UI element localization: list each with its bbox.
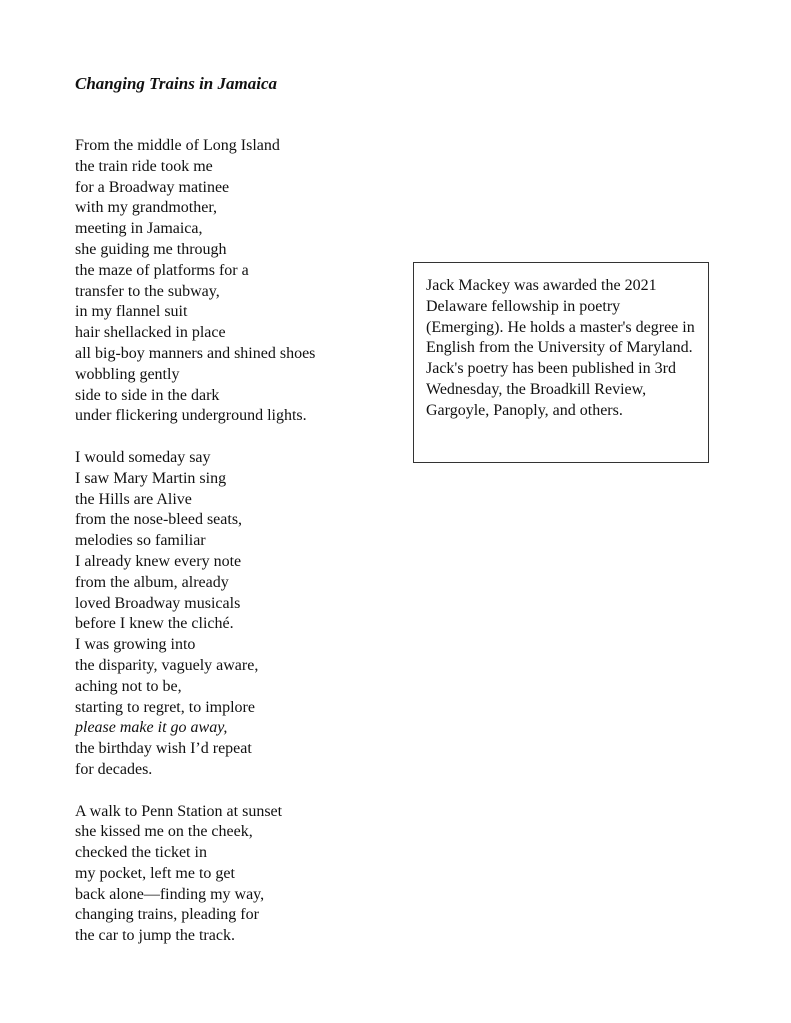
poem-line: I already knew every note <box>75 552 242 570</box>
poem-line: changing trains, pleading for <box>75 906 259 924</box>
poem-line: I was growing into <box>75 636 196 654</box>
poem-line: meeting in Jamaica, <box>75 220 203 238</box>
poem-line: from the album, already <box>75 573 229 591</box>
poem-line: hair shellacked in place <box>75 324 226 342</box>
poem-line: she guiding me through <box>75 240 227 258</box>
poem-line: please make it go away, <box>75 719 228 737</box>
poem-line: the birthday wish I’d repeat <box>75 740 252 758</box>
poem-line: she kissed me on the cheek, <box>75 823 253 841</box>
poem-line: from the nose-bleed seats, <box>75 511 243 529</box>
stanza <box>75 448 395 781</box>
poem-line: for a Broadway matinee <box>75 178 230 196</box>
poem-line: the maze of platforms for a <box>75 261 249 279</box>
poem-line: side to side in the dark <box>75 386 220 404</box>
poem-line: with my grandmother, <box>75 199 217 217</box>
poem-line: wobbling gently <box>75 365 180 383</box>
stanza <box>75 136 395 427</box>
poem-line: melodies so familiar <box>75 532 206 550</box>
poem-line: I saw Mary Martin sing <box>75 469 227 487</box>
author-bio-box <box>413 262 709 463</box>
poem-line: transfer to the subway, <box>75 282 220 300</box>
poem-line: aching not to be, <box>75 677 182 695</box>
poem-line: I would someday say <box>75 448 211 466</box>
poem-line: the train ride took me <box>75 157 213 175</box>
poem-line: starting to regret, to implore <box>75 698 255 716</box>
poem-line: A walk to Penn Station at sunset <box>75 802 283 820</box>
poem-line: the car to jump the track. <box>75 927 235 945</box>
poem-line: before I knew the cliché. <box>75 615 234 633</box>
poem-line: the Hills are Alive <box>75 490 192 508</box>
poem-body <box>75 136 395 968</box>
poem-line: under flickering underground lights. <box>75 407 307 425</box>
poem-line: for decades. <box>75 760 153 778</box>
poem-line: in my flannel suit <box>75 303 188 321</box>
poem-line: back alone—finding my way, <box>75 885 265 903</box>
poem-line: my pocket, left me to get <box>75 864 235 882</box>
poem-line: all big-boy manners and shined shoes <box>75 344 316 362</box>
stanza <box>75 802 395 948</box>
poem-line: From the middle of Long Island <box>75 137 280 154</box>
poem-line: the disparity, vaguely aware, <box>75 656 259 674</box>
poem-line: checked the ticket in <box>75 844 207 862</box>
poem-title: Changing Trains in Jamaica <box>75 74 278 93</box>
poem-line: loved Broadway musicals <box>75 594 241 612</box>
author-bio-text: Jack Mackey was awarded the 2021 Delaware fellowship in poetry (Emerging). He holds a master's degree in English from the University of Maryland. Jack's poetry has been published in 3rd Wednesday, the Broadkill Review, Gargoyle, Panoply, and others. <box>426 277 695 419</box>
